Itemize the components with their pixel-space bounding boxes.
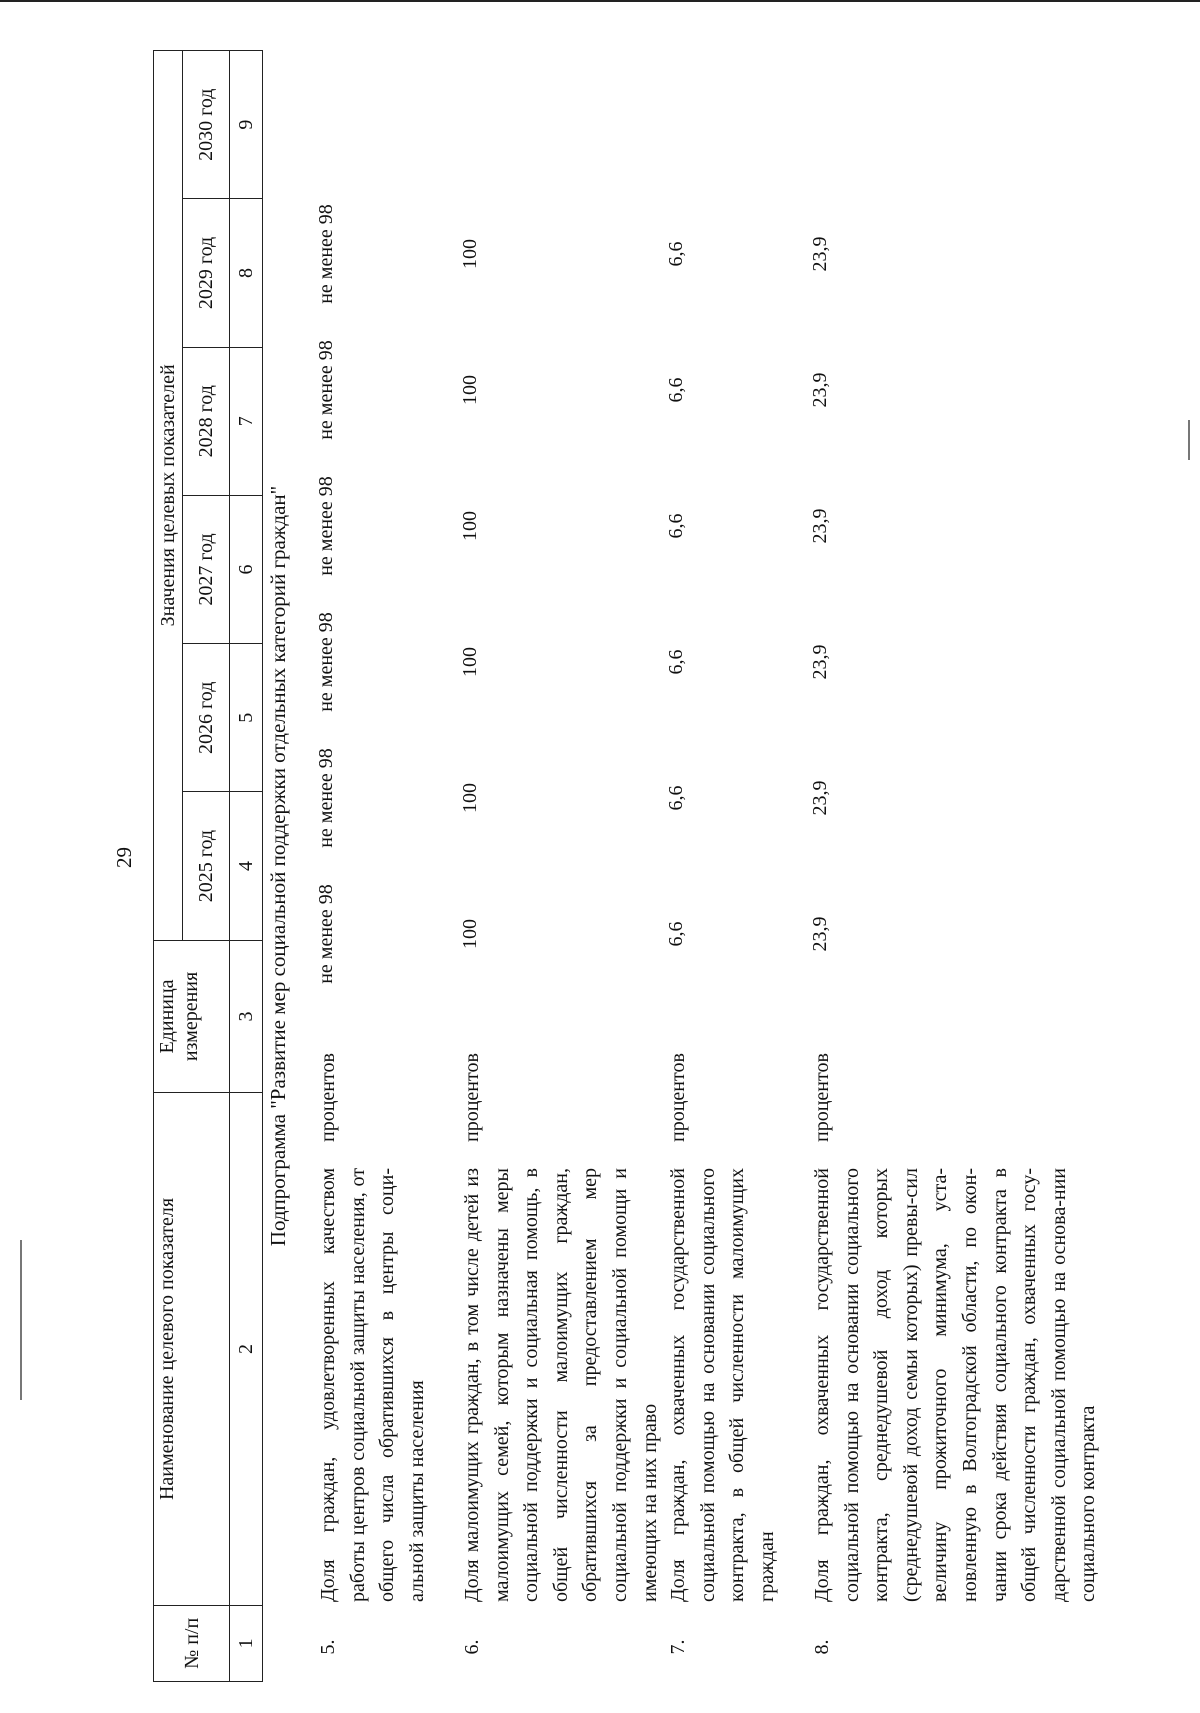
header-unit: Единица измерения	[154, 940, 230, 1093]
header-year: 2028 год	[183, 347, 230, 495]
column-number: 6	[230, 495, 263, 643]
row-value-2029: 100	[459, 375, 481, 405]
row-value-2027: 100	[459, 647, 481, 677]
column-numbers-row	[230, 51, 263, 1682]
header-name: Наименование целевого показателя	[154, 1093, 230, 1605]
row-number: 7.	[667, 1639, 689, 1655]
row-value-2027: не менее 98	[315, 612, 337, 712]
column-number: 3	[230, 940, 263, 1093]
row-number: 6.	[461, 1639, 483, 1655]
row-indicator-name: Доля граждан, охваченных государственной социальной помощью на основании социального контракта, в общей численности малоимущих граждан	[667, 1168, 778, 1602]
row-value-2025: 100	[459, 919, 481, 949]
row-value-2028: 6,6	[665, 513, 687, 539]
row-unit: процентов	[461, 1053, 483, 1142]
row-value-2030: 100	[459, 239, 481, 269]
header-year: 2026 год	[183, 644, 230, 792]
row-value-2030: 6,6	[665, 241, 687, 267]
header-values-group: Значения целевых показателей	[154, 51, 183, 941]
row-indicator-name: Доля малоимущих граждан, в том числе детей из малоимущих семей, которым назначены меры социальной поддержки и социальная помощь, в общей численности малоимущих граждан, обратившихся за предоставлением мер социальной поддержки и социальной помощи и имеющих на них право	[461, 1168, 661, 1602]
row-value-2029: 6,6	[665, 377, 687, 403]
row-value-2026: не менее 98	[315, 748, 337, 848]
row-unit: процентов	[667, 1053, 689, 1142]
row-value-2027: 6,6	[665, 649, 687, 675]
column-number: 2	[230, 1093, 263, 1605]
header-year: 2025 год	[183, 792, 230, 940]
row-number: 5.	[317, 1639, 339, 1655]
row-unit: процентов	[317, 1053, 339, 1142]
row-number: 8.	[811, 1639, 833, 1655]
row-value-2028: 100	[459, 511, 481, 541]
column-number: 9	[230, 51, 263, 199]
row-value-2026: 100	[459, 783, 481, 813]
column-number: 7	[230, 347, 263, 495]
row-indicator-name: Доля граждан, удовлетворенных качеством работы центров социальной защиты населения, от общего числа обратившихся в центры соци-альной защиты населения	[317, 1168, 428, 1602]
row-value-2029: не менее 98	[315, 340, 337, 440]
page-number: 29	[112, 847, 136, 868]
row-unit: процентов	[811, 1053, 833, 1142]
row-value-2025: 23,9	[809, 916, 831, 952]
header-year: 2029 год	[183, 199, 230, 347]
column-number: 5	[230, 644, 263, 792]
column-number: 4	[230, 792, 263, 940]
row-value-2028: не менее 98	[315, 476, 337, 576]
header-year: 2030 год	[183, 51, 230, 199]
row-value-2030: не менее 98	[315, 204, 337, 304]
column-number: 1	[230, 1605, 263, 1681]
row-value-2030: 23,9	[809, 236, 831, 272]
row-value-2029: 23,9	[809, 372, 831, 408]
row-indicator-name: Доля граждан, охваченных государственной социальной помощью на основании социального контракта, среднедушевой доход которых (среднедушевой доход семьи которых) превы-сил величину прожиточного минимума, уста-новленную в Волгоградской области, по окон-чании срока действия социального контракта в общей численности граждан, охваченных госу-дарственной социальной помощью на основа-нии социального контракта	[811, 1168, 1100, 1602]
indicators-table	[153, 50, 263, 1682]
row-value-2028: 23,9	[809, 508, 831, 544]
column-number: 8	[230, 199, 263, 347]
section-title: Подпрограмма "Развитие мер социальной поддержки отдельных категорий граждан"	[266, 485, 290, 1247]
row-value-2025: не менее 98	[315, 884, 337, 984]
header-year: 2027 год	[183, 495, 230, 643]
row-value-2027: 23,9	[809, 644, 831, 680]
row-value-2026: 23,9	[809, 780, 831, 816]
row-value-2026: 6,6	[665, 785, 687, 811]
row-value-2025: 6,6	[665, 921, 687, 947]
header-num: № п/п	[154, 1605, 230, 1681]
